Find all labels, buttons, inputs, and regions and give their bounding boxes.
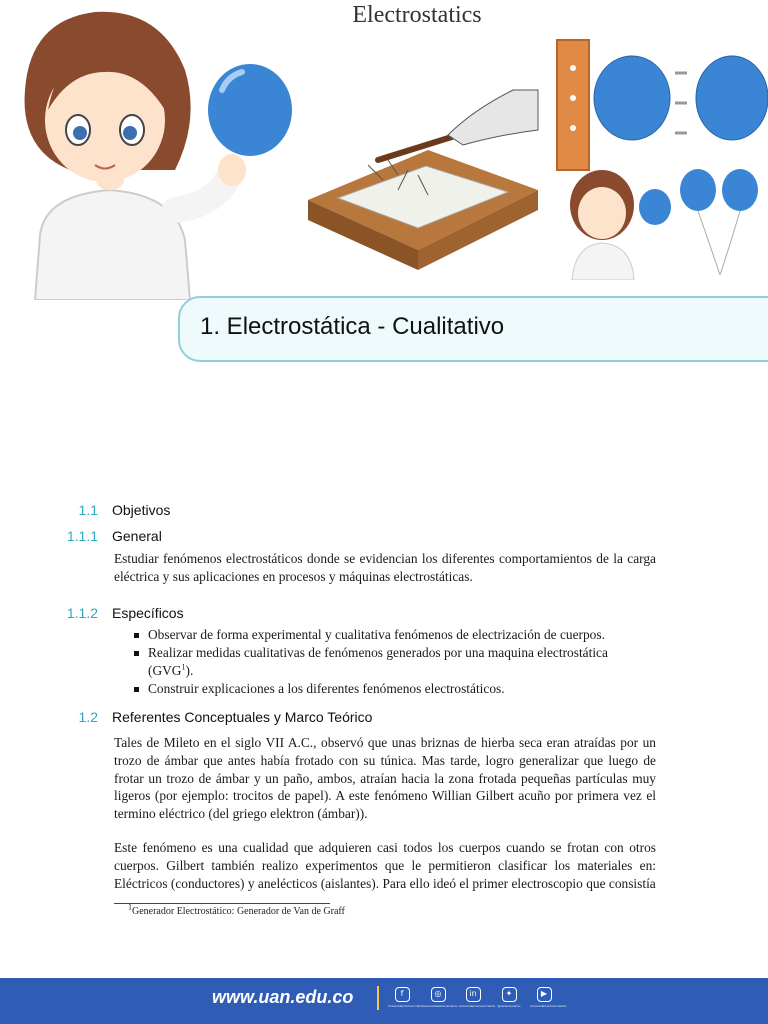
referents-paragraph-2: Este fenómeno es una cualidad que adquieren casi todos los cuerpos cuando se frotan con otros cuerpos. Gilbert también realizo experimentos que le permitieron clasificar los materiales en: Eléctricos (conductores) y anelécticos (aislantes). Para ello ideó el primer electroscopio que consistía (114, 840, 656, 891)
youtube-link[interactable] (530, 987, 567, 1008)
section-number: 1.1 (78, 502, 98, 518)
header-title: Electrostatics (352, 2, 482, 28)
footnote-number: 1 (128, 902, 132, 912)
section-title: Objetivos (112, 502, 171, 518)
chapter-title: 1. Electrostática - Cualitativo (200, 313, 505, 340)
facebook-link[interactable] (388, 987, 425, 1008)
social-caption: Universidad Antonio Nariño (530, 1004, 567, 1008)
section-objectives (56, 502, 556, 520)
subsection-specific (56, 605, 556, 623)
small-girl-balloons-illustration (560, 165, 768, 280)
subsection-title: General (112, 528, 162, 544)
website-link[interactable]: www.uan.edu.co (212, 987, 354, 1007)
twitter-link[interactable] (495, 987, 523, 1008)
subsection-title: Específicos (112, 605, 184, 621)
section-referents (56, 709, 556, 727)
facebook-icon: f (395, 987, 410, 1002)
subsection-general (56, 528, 556, 546)
subsection-number: 1.1.1 (66, 528, 98, 544)
section-title: Referentes Conceptuales y Marco Teórico (112, 709, 373, 725)
chapter-title-box (178, 296, 768, 362)
footer-divider (377, 986, 379, 1010)
social-caption: Universidad Antonio Nariño (459, 1004, 496, 1008)
footnote-divider (114, 903, 330, 904)
social-caption: universidadantonionarino (424, 1004, 458, 1008)
footer-bar (0, 978, 768, 1024)
footnote: $^1$Generador Electrostático: Generador de Van de Graff (128, 902, 345, 917)
girl-balloon-illustration (0, 0, 300, 300)
social-caption: Universidad Antonio Nariño (388, 1004, 425, 1008)
linkedin-icon: in (466, 987, 481, 1002)
instagram-icon: ◎ (431, 987, 446, 1002)
linkedin-link[interactable] (459, 987, 496, 1008)
section-number: 1.2 (78, 709, 98, 725)
list-item: Observar de forma experimental y cualitativa fenómenos de electrización de cuerpos. (134, 626, 654, 644)
footnote-marker: 1 (181, 662, 186, 672)
instagram-link[interactable] (424, 987, 458, 1008)
charged-balloons-illustration (555, 38, 768, 173)
social-caption: @uantonionarino (497, 1004, 521, 1008)
general-paragraph: Estudiar fenómenos electrostáticos donde se evidencian los diferentes comportamientos de la carga eléctrica y sus aplicaciones en procesos y máquinas electrostáticas. (114, 551, 656, 584)
twitter-icon: ✦ (502, 987, 517, 1002)
youtube-icon: ▶ (537, 987, 552, 1002)
list-item: Realizar medidas cualitativas de fenómenos generados por una maquina electrostática (GVG$^1$). (134, 644, 654, 680)
referents-paragraph-1: Tales de Mileto en el siglo VII A.C., observó que unas briznas de hierba seca eran atraídas por un trozo de ámbar que antes había frotado con su túnica. Mas tarde, logro generalizar que luego de frotar un trozo de ámbar y un paño, ambos, atraían hacia la zona frotada pequeñas partículas muy ligeros (por ejemplo: trocitos de papel). A este fenómeno Willian Gilbert acuño por primera vez el termino eléctrico (del griego elektron (ámbar)). (114, 735, 656, 822)
subsection-number: 1.1.2 (66, 605, 98, 621)
specific-objectives-list (134, 626, 654, 698)
list-item: Construir explicaciones a los diferentes fenómenos electrostáticos. (134, 680, 654, 698)
amber-rubbing-illustration (298, 80, 548, 275)
